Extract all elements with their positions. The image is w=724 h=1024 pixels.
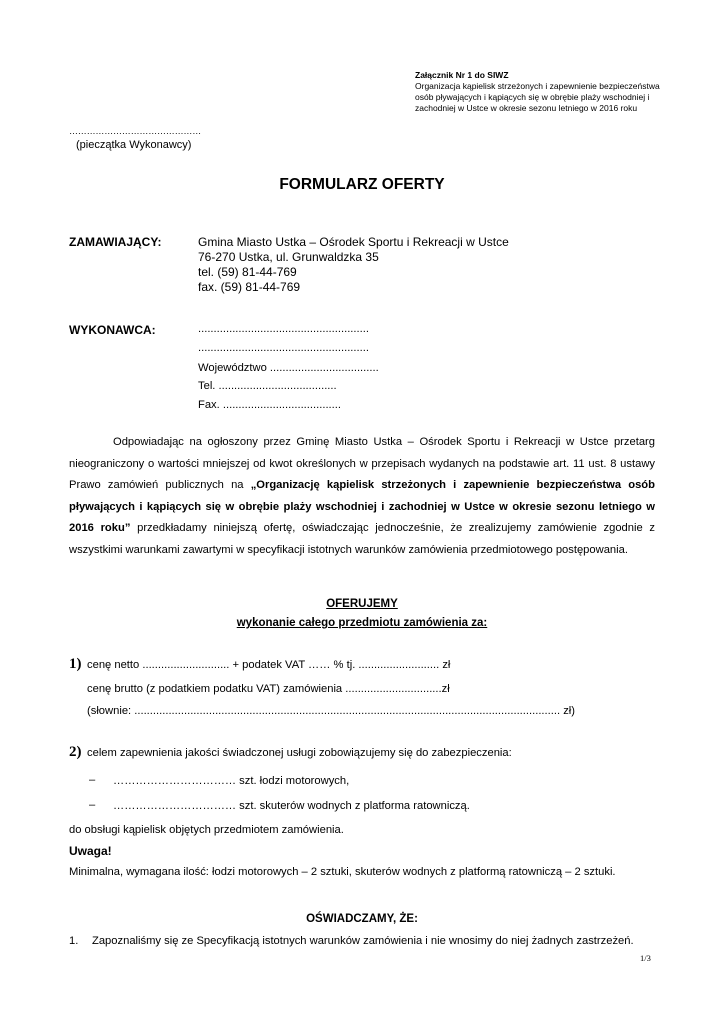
annex-line: Organizacja kąpielisk strzeżonych i zapewnienie bezpieczeństwa	[415, 81, 660, 91]
declare-text: Zapoznaliśmy się ze Specyfikacją istotnych warunków zamówienia i nie wnosimy do niej żadnych zastrzeżeń.	[92, 935, 634, 947]
contracting-line: Gmina Miasto Ustka – Ośrodek Sportu i Rekreacji w Ustce	[198, 235, 509, 249]
bullet-dash: –	[89, 774, 96, 786]
item2-text: celem zapewnienia jakości świadczonej usługi zobowiązujemy się do zabezpieczenia:	[87, 747, 512, 759]
gross-price-field[interactable]: cenę brutto (z podatkiem podatku VAT) zamówienia ...............................zł	[87, 683, 450, 695]
net-price-field[interactable]: cenę netto ............................ + podatek VAT …… % tj. .......................... zł	[87, 659, 451, 671]
declare-number: 1.	[69, 935, 79, 947]
document-title: FORMULARZ OFERTY	[279, 176, 445, 193]
item2-after: do obsługi kąpielisk objętych przedmiotem zamówienia.	[69, 824, 344, 836]
note-label: Uwaga!	[69, 844, 112, 858]
price-in-words-field[interactable]: (słownie: ......................................................................................................................................... zł)	[87, 705, 575, 717]
intro-text: przedkładamy niniejszą ofertę, oświadczając jednocześnie, że zrealizujemy zamówienie zgodnie z wszystkimi warunkami zawartymi w specyfikacji istotnych warunków zamówienia przedmiotowego postępowania.	[69, 522, 655, 556]
contracting-label: ZAMAWIAJĄCY:	[69, 235, 162, 249]
contractor-label: WYKONAWCA:	[69, 323, 156, 337]
item-number: 2)	[69, 744, 82, 760]
note-text: Minimalna, wymagana ilość: łodzi motorowych – 2 sztuki, skuterów wodnych z platformą ratowniczą – 2 sztuki.	[69, 866, 616, 878]
contractor-fax-field[interactable]: Fax. ......................................	[198, 399, 341, 411]
offer-subheading: wykonanie całego przedmiotu zamówienia za:	[236, 617, 488, 629]
intro-paragraph	[69, 432, 655, 562]
annex-line: osób pływających i kąpiących się w obrębie plaży wschodniej i	[415, 92, 650, 102]
motorboats-count-field[interactable]: …………………………… szt. łodzi motorowych,	[113, 775, 350, 787]
contracting-line: fax. (59) 81-44-769	[198, 280, 301, 294]
contractor-phone-field[interactable]: Tel. ......................................	[198, 380, 337, 392]
contractor-address-field[interactable]: .......................................................	[198, 342, 369, 354]
declare-heading: OŚWIADCZAMY, ŻE:	[306, 913, 418, 925]
stamp-label: (pieczątka Wykonawcy)	[76, 139, 192, 151]
page-number: 1/3	[640, 953, 651, 963]
jetski-count-field[interactable]: …………………………… szt. skuterów wodnych z platforma ratowniczą.	[113, 800, 470, 812]
bullet-dash: –	[89, 799, 96, 811]
annex-line: zachodniej w Ustce w okresie sezonu letniego w 2016 roku	[415, 103, 638, 113]
contracting-line: tel. (59) 81-44-769	[198, 265, 297, 279]
annex-header	[415, 70, 665, 114]
contractor-voivodeship-field[interactable]: Województwo ...................................	[198, 362, 379, 374]
stamp-placeholder: ………………………………………	[69, 126, 202, 136]
intro-text: Odpowiadając na ogłoszony przez Gminę Miasto Ustka – Ośrodek Sportu i Rekreacji w Ustce przetarg nieograniczony o wartości mniejszej od kwot określonych w przepisach wydanych na podstawie art. 11 ust. 8 ustawy Prawo zamówień publicznych na	[69, 436, 655, 492]
item-number: 1)	[69, 656, 82, 672]
contracting-line: 76-270 Ustka, ul. Grunwaldzka 35	[198, 250, 379, 264]
contracting-details	[198, 235, 509, 295]
contractor-name-field[interactable]: .......................................................	[198, 323, 369, 335]
contract-name: „Organizację kąpielisk strzeżonych i zapewnienie bezpieczeństwa osób pływających i kąpiących się w obrębie plaży wschodniej i zachodniej w Ustce w okresie sezonu letniego w 2016 roku”	[69, 479, 655, 535]
offer-heading: OFERUJEMY	[326, 598, 398, 610]
annex-title: Załącznik Nr 1 do SIWZ	[415, 70, 509, 80]
